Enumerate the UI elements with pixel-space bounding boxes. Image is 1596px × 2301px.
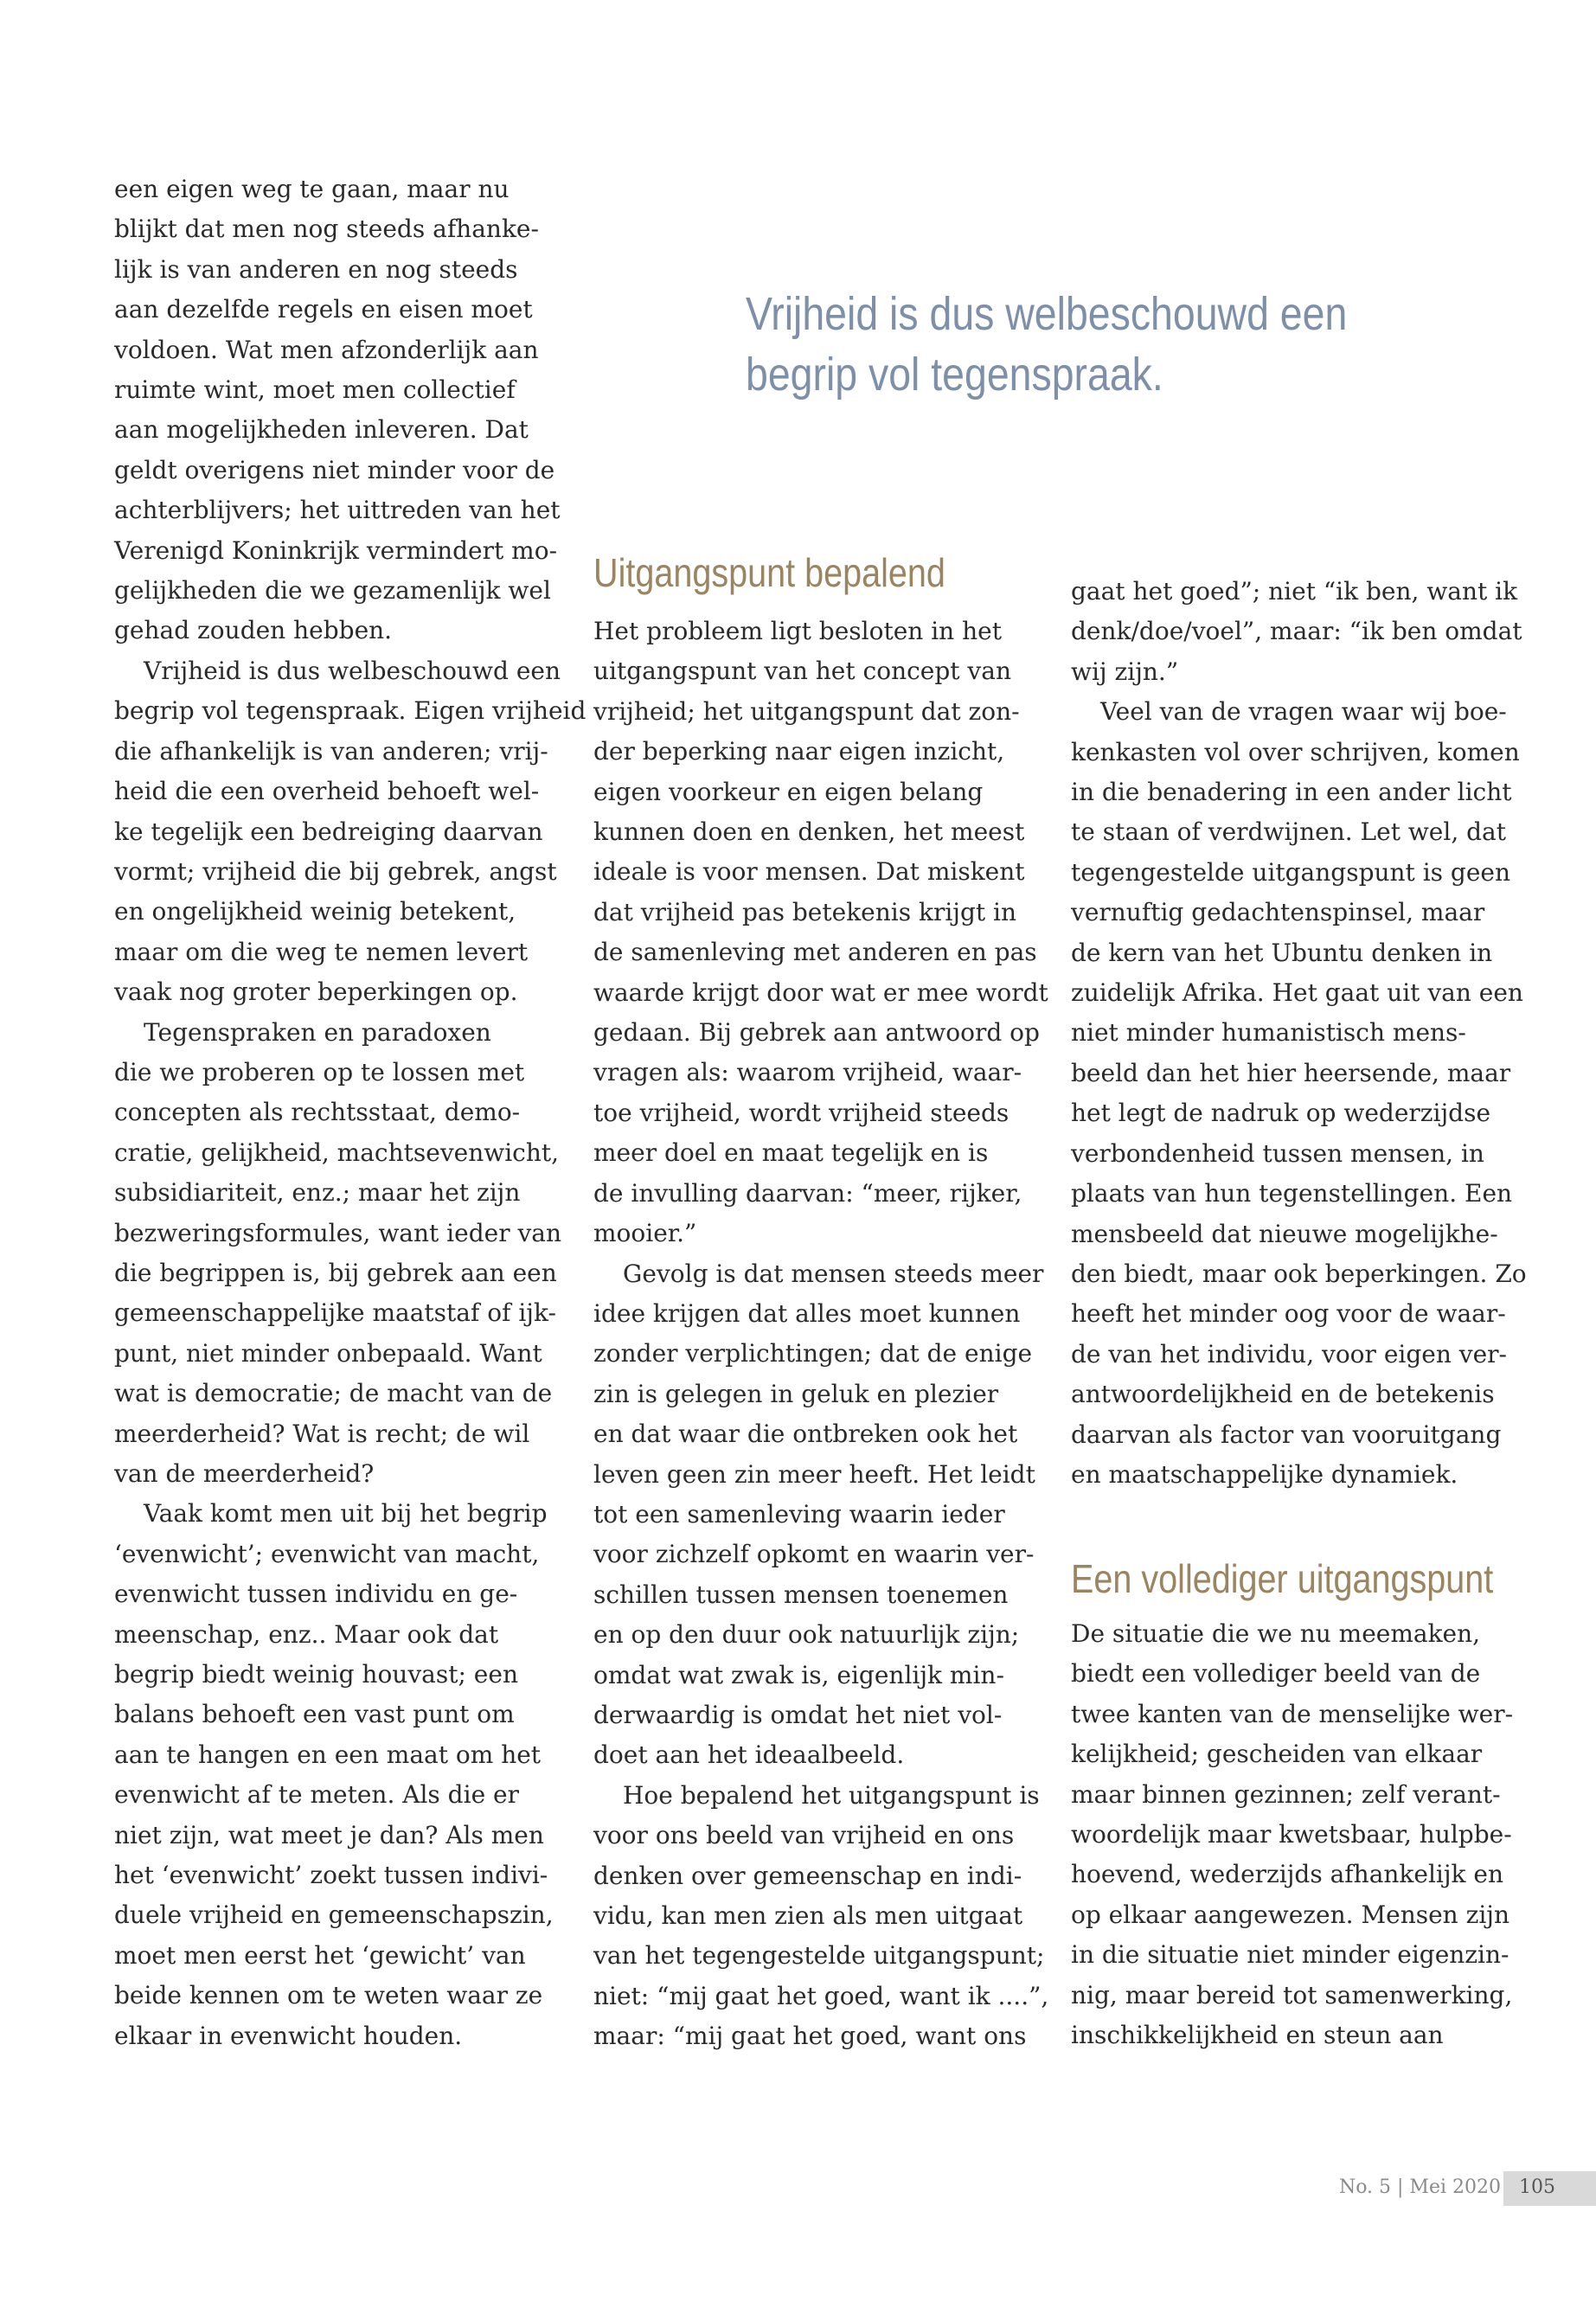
text-line: doet aan het ideaalbeeld. <box>593 1740 905 1770</box>
text-line: achterblijvers; het uittreden van het <box>114 496 561 525</box>
text-line: die we proberen op te lossen met <box>114 1057 525 1086</box>
column-middle <box>593 612 1049 2057</box>
text-line: heeft het minder oog voor de waar- <box>1071 1299 1506 1329</box>
issue-label: No. 5 | Mei 2020 <box>1338 2176 1501 2198</box>
text-line: uitgangspunt van het concept van <box>593 657 1011 686</box>
text-line: die begrippen is, bij gebrek aan een <box>114 1258 557 1287</box>
text-line: toe vrijheid, wordt vrijheid steeds <box>593 1098 1010 1127</box>
text-line: derwaardig is omdat het niet vol- <box>593 1700 1003 1729</box>
text-line: omdat wat zwak is, eigenlijk min- <box>593 1660 1004 1689</box>
text-line: nig, maar bereid tot samenwerking, <box>1071 1980 1513 2009</box>
text-line: niet minder humanistisch mens- <box>1071 1018 1466 1048</box>
text-line: gelijkheden die we gezamenlijk wel <box>114 576 551 606</box>
text-line: denken over gemeenschap en indi- <box>593 1861 1022 1890</box>
text-line: aan te hangen en een maat om het <box>114 1740 542 1769</box>
text-line: de kern van het Ubuntu denken in <box>1071 938 1493 967</box>
text-line: antwoordelijkheid en de betekenis <box>1071 1380 1495 1409</box>
text-line: de samenleving met anderen en pas <box>593 938 1037 967</box>
text-line: De situatie die we nu meemaken, <box>1071 1619 1481 1648</box>
text-line: leven geen zin meer heeft. Het leidt <box>593 1459 1035 1489</box>
text-line: wat is democratie; de macht van de <box>114 1379 553 1408</box>
text-line: schillen tussen mensen toenemen <box>593 1580 1009 1609</box>
text-line: Vrijheid is dus welbeschouwd een <box>144 656 561 685</box>
text-line: het ‘evenwicht’ zoekt tussen indivi- <box>114 1861 548 1890</box>
column-left <box>114 170 586 2056</box>
text-line: ke tegelijk een bedreiging daarvan <box>114 817 543 846</box>
section-heading-uitgangspunt: Uitgangspunt bepalend <box>593 550 945 595</box>
text-line: voor zichzelf opkomt en waarin ver- <box>593 1540 1035 1569</box>
text-line: woordelijk maar kwetsbaar, hulpbe- <box>1071 1820 1512 1849</box>
text-line: van de meerderheid? <box>114 1459 375 1488</box>
text-line: te staan of verdwijnen. Let wel, dat <box>1071 817 1507 847</box>
text-line: inschikkelijkheid en steun aan <box>1071 2021 1444 2050</box>
text-line: begrip biedt weinig houvast; een <box>114 1660 518 1689</box>
text-line: en dat waar die ontbreken ook het <box>593 1420 1018 1449</box>
text-line: plaats van hun tegenstellingen. Een <box>1071 1179 1513 1208</box>
pull-quote-line: begrip vol tegenspraak. <box>746 349 1163 401</box>
text-line: een eigen weg te gaan, maar nu <box>114 175 510 203</box>
text-line: vormt; vrijheid die bij gebrek, angst <box>114 856 557 886</box>
text-line: beide kennen om te weten waar ze <box>114 1981 543 2010</box>
text-line: in die situatie niet minder eigenzin- <box>1071 1940 1509 1970</box>
text-line: vernuftig gedachtenspinsel, maar <box>1071 898 1485 927</box>
text-line: van het tegengestelde uitgangspunt; <box>593 1941 1045 1971</box>
text-line: punt, niet minder onbepaald. Want <box>114 1338 542 1368</box>
text-line: gemeenschappelijke maatstaf of ijk- <box>114 1298 556 1328</box>
text-line: en ongelijkheid weinig betekent, <box>114 897 516 926</box>
text-line: en maatschappelijke dynamiek. <box>1071 1459 1458 1489</box>
text-line: ruimte wint, moet men collectief <box>114 375 516 405</box>
text-line: Vaak komt men uit bij het begrip <box>144 1499 548 1529</box>
pull-quote-line: Vrijheid is dus welbeschouwd een <box>746 288 1348 340</box>
text-line: duele vrijheid en gemeenschapszin, <box>114 1900 554 1930</box>
text-line: begrip vol tegenspraak. Eigen vrijheid <box>114 696 586 726</box>
text-line: heid die een overheid behoeft wel- <box>114 777 540 806</box>
text-line: meer doel en maat tegelijk en is <box>593 1138 989 1168</box>
text-line: cratie, gelijkheid, machtsevenwicht, <box>114 1138 560 1167</box>
text-line: aan mogelijkheden inleveren. Dat <box>114 415 529 445</box>
text-line: vidu, kan men zien als men uitgaat <box>593 1901 1023 1930</box>
text-line: biedt een vollediger beeld van de <box>1071 1659 1481 1689</box>
text-line: vrijheid; het uitgangspunt dat zon- <box>593 696 1020 726</box>
text-line: ideale is voor mensen. Dat miskent <box>593 857 1025 887</box>
text-line: eigen voorkeur en eigen belang <box>593 777 984 806</box>
text-line: Hoe bepalend het uitgangspunt is <box>623 1780 1040 1810</box>
text-line: tot een samenleving waarin ieder <box>593 1499 1005 1529</box>
text-line: verbondenheid tussen mensen, in <box>1071 1138 1484 1168</box>
text-line: concepten als rechtsstaat, demo- <box>114 1098 521 1127</box>
text-line: Tegenspraken en paradoxen <box>144 1017 491 1047</box>
text-line: balans behoeft een vast punt om <box>114 1700 515 1729</box>
text-line: voldoen. Wat men afzonderlijk aan <box>114 335 539 364</box>
text-line: Verenigd Koninkrijk vermindert mo- <box>114 535 558 565</box>
text-line: vragen als: waarom vrijheid, waar- <box>593 1058 1022 1087</box>
text-line: Gevolg is dat mensen steeds meer <box>623 1259 1044 1288</box>
text-line: kelijkheid; gescheiden van elkaar <box>1071 1740 1483 1769</box>
text-line: de van het individu, voor eigen ver- <box>1071 1339 1507 1368</box>
text-line: lijk is van anderen en nog steeds <box>114 254 518 284</box>
text-line: in die benadering in een ander licht <box>1071 778 1512 807</box>
text-line: zonder verplichtingen; dat de enige <box>593 1339 1033 1368</box>
text-line: die afhankelijk is van anderen; vrij- <box>114 736 548 766</box>
text-line: der beperking naar eigen inzicht, <box>593 737 1005 766</box>
page-number: 105 <box>1519 2176 1555 2198</box>
text-line: en op den duur ook natuurlijk zijn; <box>593 1620 1020 1650</box>
pull-quote <box>746 284 1348 405</box>
text-line: kunnen doen en denken, het meest <box>593 817 1025 847</box>
text-line: maar binnen gezinnen; zelf verant- <box>1071 1779 1501 1809</box>
text-line: elkaar in evenwicht houden. <box>114 2021 463 2050</box>
text-line: het legt de nadruk op wederzijdse <box>1071 1099 1491 1128</box>
text-line: voor ons beeld van vrijheid en ons <box>593 1821 1015 1850</box>
text-line: moet men eerst het ‘gewicht’ van <box>114 1940 526 1970</box>
text-line: maar om die weg te nemen levert <box>114 937 529 966</box>
column-right-continued <box>1071 1614 1521 2055</box>
text-line: gedaan. Bij gebrek aan antwoord op <box>593 1018 1040 1048</box>
text-line: maar: “mij gaat het goed, want ons <box>593 2022 1027 2051</box>
text-line: tegengestelde uitgangspunt is geen <box>1071 857 1511 887</box>
text-line: twee kanten van de menselijke wer- <box>1071 1699 1514 1728</box>
text-line: niet zijn, wat meet je dan? Als men <box>114 1820 544 1849</box>
text-line: mooier.” <box>593 1219 697 1248</box>
page-footer <box>1332 2171 1596 2206</box>
text-line: gaat het goed”; niet “ik ben, want ik <box>1071 577 1518 606</box>
text-line: de invulling daarvan: “meer, rijker, <box>593 1178 1022 1208</box>
text-line: zin is gelegen in geluk en plezier <box>593 1379 999 1408</box>
text-line: meerderheid? Wat is recht; de wil <box>114 1419 530 1448</box>
text-line: denk/doe/voel”, maar: “ik ben omdat <box>1071 617 1522 646</box>
text-line: waarde krijgt door wat er mee wordt <box>593 977 1048 1007</box>
text-line: daarvan als factor van vooruitgang <box>1071 1420 1502 1449</box>
text-line: dat vrijheid pas betekenis krijgt in <box>593 897 1017 926</box>
text-line: gehad zouden hebben. <box>114 616 393 645</box>
text-line: beeld dan het hier heersende, maar <box>1071 1058 1511 1087</box>
text-line: niet: “mij gaat het goed, want ik ....”, <box>593 1981 1049 2010</box>
text-line: evenwicht tussen individu en ge- <box>114 1580 518 1609</box>
text-line: blijkt dat men nog steeds afhanke- <box>114 215 539 244</box>
text-line: geldt overigens niet minder voor de <box>114 455 555 484</box>
column-right <box>1071 572 1527 1495</box>
text-line: zuidelijk Afrika. Het gaat uit van een <box>1071 978 1523 1008</box>
text-line: mensbeeld dat nieuwe mogelijkhe- <box>1071 1219 1498 1248</box>
text-line: evenwicht af te meten. Als die er <box>114 1780 519 1810</box>
text-line: bezweringsformules, want ieder van <box>114 1218 562 1247</box>
text-line: Het probleem ligt besloten in het <box>593 617 1002 645</box>
text-line: Veel van de vragen waar wij boe- <box>1100 697 1507 727</box>
text-line: idee krijgen dat alles moet kunnen <box>593 1298 1021 1328</box>
text-line: kenkasten vol over schrijven, komen <box>1071 737 1520 766</box>
page-number-box <box>1503 2171 1596 2206</box>
text-line: vaak nog groter beperkingen op. <box>114 977 518 1007</box>
text-line: hoevend, wederzijds afhankelijk en <box>1071 1860 1504 1889</box>
text-line: meenschap, enz.. Maar ook dat <box>114 1619 499 1649</box>
text-line: den biedt, maar ook beperkingen. Zo <box>1071 1259 1527 1288</box>
text-line: wij zijn.” <box>1071 657 1179 686</box>
section-heading-vollediger: Een vollediger uitgangspunt <box>1071 1556 1494 1601</box>
text-line: op elkaar aangewezen. Mensen zijn <box>1071 1900 1510 1929</box>
text-line: ‘evenwicht’; evenwicht van macht, <box>114 1539 540 1568</box>
text-line: aan dezelfde regels en eisen moet <box>114 295 533 324</box>
text-line: subsidiariteit, enz.; maar het zijn <box>114 1178 521 1208</box>
